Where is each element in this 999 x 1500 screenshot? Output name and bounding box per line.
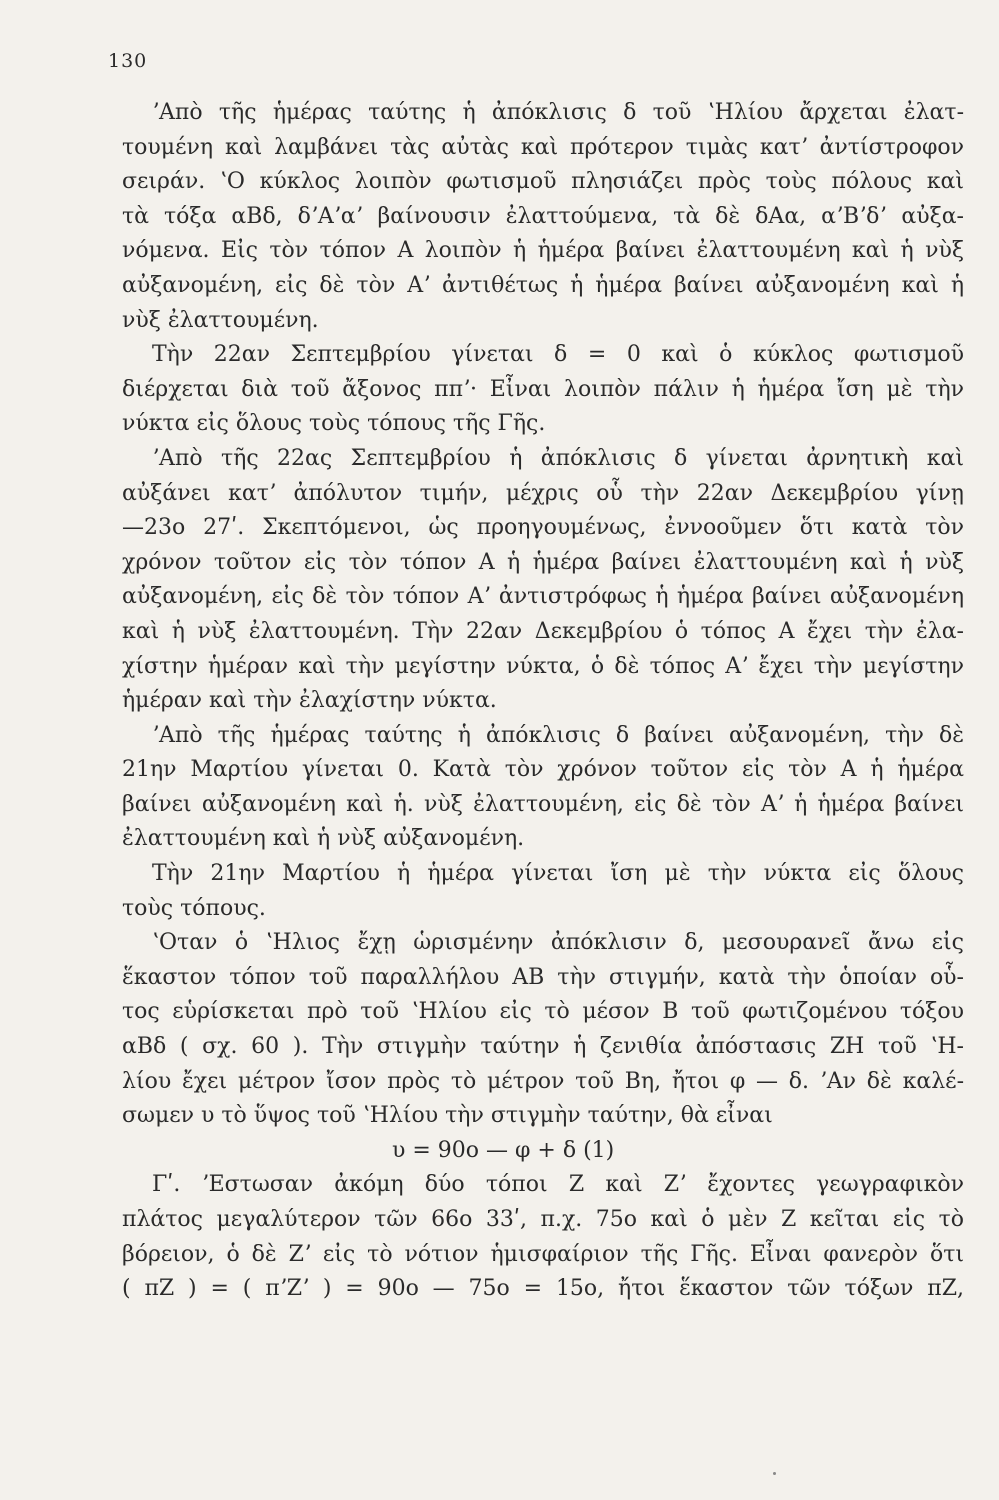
text-line: νύκτα εἰς ὅλους τοὺς τόπους τῆς Γῆς. (122, 411, 546, 437)
text-line: ἕκαστον τόπον τοῦ παραλλήλου ΑΒ τὴν στιγμήν, κατὰ τὴν ὁποίαν οὗ- (122, 964, 964, 990)
text-line: αὐξάνει κατʼ ἀπόλυτον τιμήν, μέχρις οὗ τὴν 22αν Δεκεμβρίου γίνῃ (122, 480, 964, 506)
text-line: βόρειον, ὁ δὲ Ζʼ εἰς τὸ νότιον ἡμισφαίριον τῆς Γῆς. Εἶναι φανερὸν ὅτι (122, 1241, 964, 1267)
page-number: 130 (108, 50, 148, 72)
text-line: αὐξανομένη, εἰς δὲ τὸν Αʼ ἀντιθέτως ἡ ἡμέρα βαίνει αὐξανομένη καὶ ἡ (122, 272, 964, 298)
text-line: τοὺς τόπους. (122, 895, 266, 921)
text-line: τος εὑρίσκεται πρὸ τοῦ ʽΗλίου εἰς τὸ μέσον Β τοῦ φωτιζομένου τόξου (122, 999, 964, 1025)
body-text (122, 96, 964, 1307)
text-line: Τὴν 22αν Σεπτεμβρίου γίνεται δ = 0 καὶ ὁ κύκλος φωτισμοῦ (152, 342, 964, 368)
text-line: διέρχεται διὰ τοῦ ἄξονος ππʼ· Εἶναι λοιπὸν πάλιν ἡ ἡμέρα ἴση μὲ τὴν (122, 376, 964, 402)
text-line: 21ην Μαρτίου γίνεται 0. Κατὰ τὸν χρόνον τοῦτον εἰς τὸν Α ἡ ἡμέρα (122, 757, 964, 783)
text-line: λίου ἔχει μέτρον ἴσον πρὸς τὸ μέτρον τοῦ Βη, ἤτοι φ — δ. ʼΑν δὲ καλέ- (122, 1068, 964, 1094)
text-line: αὐξανομένη, εἰς δὲ τὸν τόπον Αʼ ἀντιστρόφως ἡ ἡμέρα βαίνει αὐξανομένη (122, 584, 964, 610)
text-line: τουμένη καὶ λαμβάνει τὰς αὐτὰς καὶ πρότερον τιμὰς κατʼ ἀντίστροφον (122, 134, 964, 160)
text-line: καὶ ἡ νὺξ ἐλαττουμένη. Τὴν 22αν Δεκεμβρίου ὁ τόπος Α ἔχει τὴν ἐλα- (122, 618, 964, 644)
text-line: ʼΑπὸ τῆς ἡμέρας ταύτης ἡ ἀπόκλισις δ τοῦ ʽΗλίου ἄρχεται ἐλατ- (152, 100, 964, 125)
text-line: βαίνει αὐξανομένη καὶ ἡ. νὺξ ἐλαττουμένη, εἰς δὲ τὸν Αʼ ἡ ἡμέρα βαίνει (122, 791, 964, 817)
text-line: νόμενα. Εἰς τὸν τόπον Α λοιπὸν ἡ ἡμέρα βαίνει ἐλαττουμένη καὶ ἡ νὺξ (122, 238, 964, 264)
text-line: σωμεν υ τὸ ὕψος τοῦ ʽΗλίου τὴν στιγμὴν ταύτην, θὰ εἶναι (122, 1103, 773, 1129)
text-line: νὺξ ἐλαττουμένη. (122, 307, 319, 333)
text-line: ʼΑπὸ τῆς ἡμέρας ταύτης ἡ ἀπόκλισις δ βαίνει αὐξανομένη, τὴν δὲ (152, 722, 964, 748)
text-line: χρόνον τοῦτον εἰς τὸν τόπον Α ἡ ἡμέρα βαίνει ἐλαττουμένη καὶ ἡ νὺξ (122, 549, 964, 575)
text-line: ( πΖ ) = ( πʼΖʼ ) = 90ο — 75ο = 15ο, ἤτοι ἕκαστον τῶν τόξων πΖ, (122, 1276, 964, 1302)
text-line: ʽΟταν ὁ ʽΗλιος ἔχῃ ὡρισμένην ἀπόκλισιν δ, μεσουρανεῖ ἄνω εἰς (152, 930, 964, 956)
text-line: ἐλαττουμένη καὶ ἡ νὺξ αὐξανομένη. (122, 826, 525, 852)
text-line: ἡμέραν καὶ τὴν ἐλαχίστην νύκτα. (122, 688, 497, 714)
equation-line: υ = 90ο — φ + δ (1) (392, 1137, 615, 1163)
text-line: πλάτος μεγαλύτερον τῶν 66ο 33ʹ, π.χ. 75ο καὶ ὁ μὲν Ζ κεῖται εἰς τὸ (122, 1207, 964, 1232)
text-line: αΒδ ( σχ. 60 ). Τὴν στιγμὴν ταύτην ἡ ζενιθία ἀπόστασις ΖΗ τοῦ ʽΗ- (122, 1034, 964, 1060)
text-line: χίστην ἡμέραν καὶ τὴν μεγίστην νύκτα, ὁ δὲ τόπος Αʼ ἔχει τὴν μεγίστην (122, 653, 964, 679)
text-line: Τὴν 21ην Μαρτίου ἡ ἡμέρα γίνεται ἴση μὲ τὴν νύκτα εἰς ὅλους (152, 861, 964, 887)
scan-speck (773, 1472, 776, 1475)
text-line: ʼΑπὸ τῆς 22ας Σεπτεμβρίου ἡ ἀπόκλισις δ γίνεται ἀρνητικὴ καὶ (152, 445, 964, 471)
text-line: Γʹ. ʼΕστωσαν ἀκόμη δύο τόποι Ζ καὶ Ζʼ ἔχοντες γεωγραφικὸν (152, 1172, 964, 1198)
text-line: —23ο 27ʹ. Σκεπτόμενοι, ὡς προηγουμένως, ἐννοοῦμεν ὅτι κατὰ τὸν (122, 515, 964, 541)
text-line: τὰ τόξα αΒδ, δʼΑʼαʼ βαίνουσιν ἐλαττούμενα, τὰ δὲ δΑα, αʼΒʼδʼ αὐξα- (122, 203, 964, 229)
text-line: σειράν. ʽΟ κύκλος λοιπὸν φωτισμοῦ πλησιάζει πρὸς τοὺς πόλους καὶ (122, 169, 964, 195)
